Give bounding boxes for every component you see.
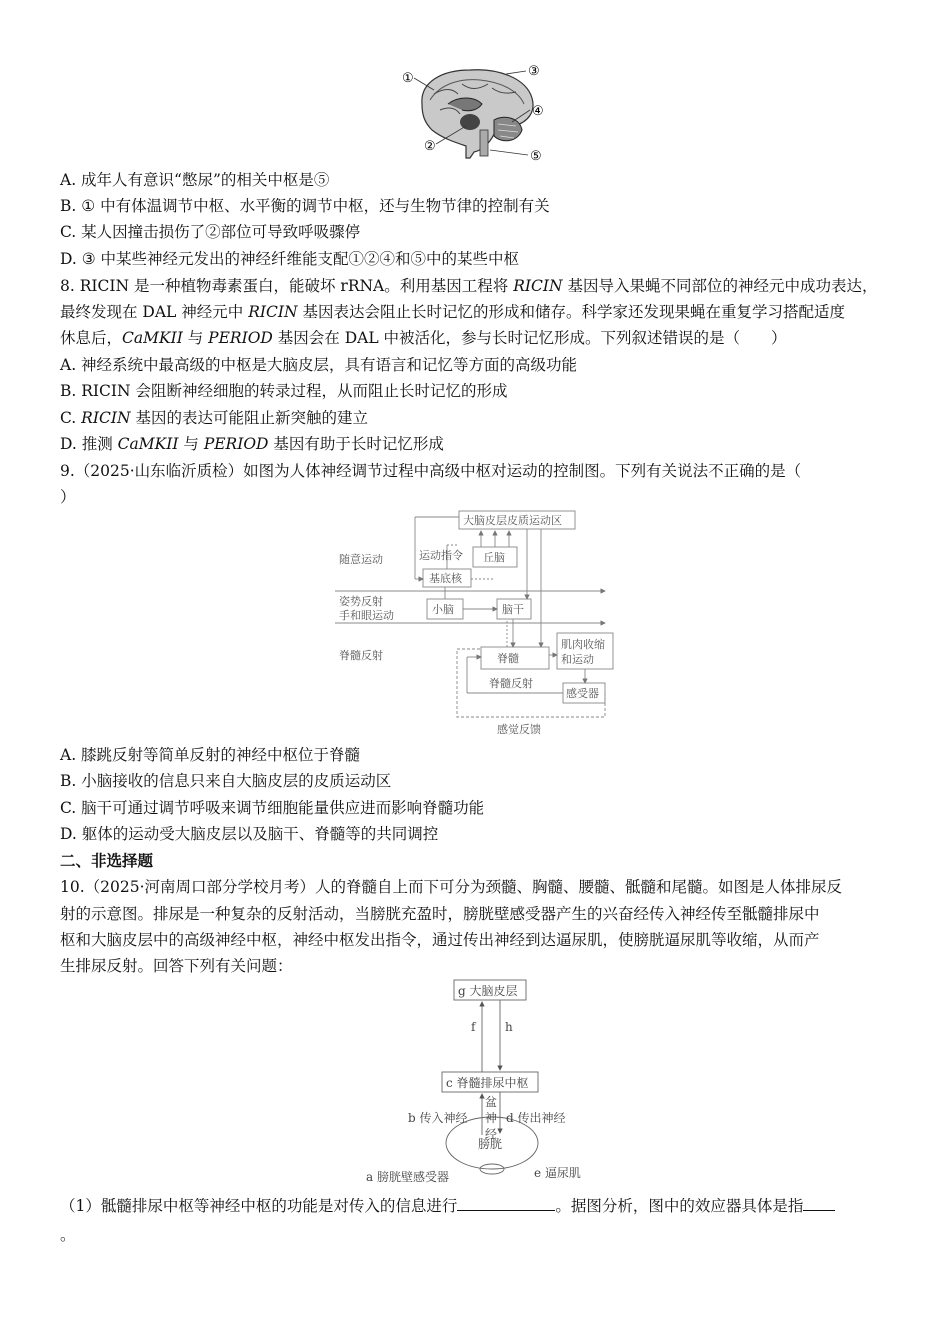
fig10-pelvic-1: 盆 bbox=[485, 1095, 498, 1109]
q9-option-a: A. 膝跳反射等简单反射的神经中枢位于脊髓 bbox=[60, 746, 361, 764]
brain-label-3: ③ bbox=[528, 64, 540, 79]
fig10-pelvic-2: 神 bbox=[485, 1111, 498, 1125]
q9-stem-line2: ） bbox=[60, 488, 76, 506]
section-heading: 二、非选择题 bbox=[60, 852, 154, 870]
fig9-spinal-reflex: 脊髓反射 bbox=[489, 677, 533, 690]
fig9-brainstem: 脑干 bbox=[502, 603, 524, 616]
q8-stem-line1: 8. RICIN 是一种植物毒素蛋白，能破坏 rRNA。利用基因工程将 RICIN 基因导入果蝇不同部位的神经元中成功表达， bbox=[60, 277, 878, 295]
q8-stem-line3: 休息后，CaMKII 与 PERIOD 基因会在 DAL 中被活化，参与长时记忆形成。下列叙述错误的是（ ） bbox=[60, 329, 787, 347]
q8-option-c: C. RICIN 基因的表达可能阻止新突触的建立 bbox=[60, 409, 368, 427]
q9-stem-line1: 9.（2025·山东临沂质检）如图为人体神经调节过程中高级中枢对运动的控制图。下列有关说法不正确的是（ bbox=[60, 462, 802, 480]
fig10-afferent: b 传入神经 bbox=[408, 1111, 468, 1125]
q10-sub1: （1）骶髓排尿中枢等神经中枢的功能是对传入的信息进行 。据图分析，图中的效应器具体是指 bbox=[60, 1193, 900, 1219]
q9-option-c: C. 脑干可通过调节呼吸来调节细胞能量供应进而影响脊髓功能 bbox=[60, 799, 485, 817]
fig10-cortex: g 大脑皮层 bbox=[458, 984, 518, 998]
fig9-row-hand-eye: 手和眼运动 bbox=[339, 609, 394, 622]
brain-label-4: ④ bbox=[532, 104, 544, 119]
fig9-motor-cmd: 运动指令 bbox=[419, 549, 463, 562]
q8-option-a: A. 神经系统中最高级的中枢是大脑皮层，具有语言和记忆等方面的高级功能 bbox=[60, 356, 578, 374]
fig10-f: f bbox=[471, 1020, 476, 1034]
fig10-receptor: a 膀胱壁感受器 bbox=[366, 1170, 449, 1184]
fig10-bladder: 膀胱 bbox=[478, 1137, 503, 1151]
fig9-receptor: 感受器 bbox=[566, 687, 599, 700]
fig9-muscle2: 和运动 bbox=[561, 653, 594, 666]
fig9-spinal: 脊髓 bbox=[497, 652, 519, 665]
q10-sub1-end: 。 bbox=[60, 1226, 76, 1244]
q9-option-b: B. 小脑接收的信息只来自大脑皮层的皮质运动区 bbox=[60, 772, 392, 790]
brain-label-1: ① bbox=[402, 71, 414, 86]
micturition-diagram bbox=[360, 975, 620, 1190]
q7-option-c: C. 某人因撞击损伤了②部位可导致呼吸骤停 bbox=[60, 223, 361, 241]
fig10-efferent: d 传出神经 bbox=[506, 1111, 566, 1125]
fig9-cortex: 大脑皮层皮质运动区 bbox=[463, 514, 562, 527]
fig9-row-spinal: 脊髓反射 bbox=[339, 649, 383, 662]
fig9-cerebellum: 小脑 bbox=[432, 603, 454, 616]
fig9-row-posture: 姿势反射 bbox=[339, 595, 383, 608]
answer-blank-2[interactable] bbox=[803, 1194, 835, 1211]
q10-stem-line1: 10.（2025·河南周口部分学校月考）人的脊髓自上而下可分为颈髓、胸髓、腰髓、骶髓和尾髓。如图是人体排尿反 bbox=[60, 878, 843, 896]
q7-option-b: B. ① 中有体温调节中枢、水平衡的调节中枢，还与生物节律的控制有关 bbox=[60, 197, 550, 215]
q7-option-a: A. 成年人有意识“憋尿”的相关中枢是⑤ bbox=[60, 171, 330, 189]
brain-label-2: ② bbox=[424, 139, 436, 154]
fig10-h: h bbox=[505, 1020, 513, 1034]
fig9-muscle1: 肌肉收缩 bbox=[561, 638, 605, 651]
q10-stem-line4: 生排尿反射。回答下列有关问题： bbox=[60, 957, 293, 975]
fig9-row-voluntary: 随意运动 bbox=[339, 553, 383, 566]
q8-stem-line2: 最终发现在 DAL 神经元中 RICIN 基因表达会阻止长时记忆的形成和储存。科学家还发现果蝇在重复学习搭配适度 bbox=[60, 303, 845, 321]
fig10-pelvic-3: 经 bbox=[485, 1127, 498, 1141]
brain-figure bbox=[400, 60, 550, 165]
answer-blank-1[interactable] bbox=[457, 1194, 555, 1211]
fig9-basal: 基底核 bbox=[429, 572, 462, 585]
brain-label-5: ⑤ bbox=[530, 149, 542, 164]
q9-option-d: D. 躯体的运动受大脑皮层以及脑干、脊髓等的共同调控 bbox=[60, 825, 439, 843]
q8-option-d: D. 推测 CaMKII 与 PERIOD 基因有助于长时记忆形成 bbox=[60, 435, 444, 453]
fig9-thalamus: 丘脑 bbox=[483, 551, 505, 564]
fig10-center: c 脊髓排尿中枢 bbox=[446, 1076, 529, 1090]
q7-option-d: D. ③ 中某些神经元发出的神经纤维能支配①②④和⑤中的某些中枢 bbox=[60, 250, 520, 268]
q8-option-b: B. RICIN 会阻断神经细胞的转录过程，从而阻止长时记忆的形成 bbox=[60, 382, 508, 400]
fig10-detrusor: e 逼尿肌 bbox=[534, 1166, 581, 1180]
fig9-feedback: 感觉反馈 bbox=[497, 723, 541, 736]
motor-control-diagram bbox=[335, 505, 620, 740]
q10-stem-line2: 射的示意图。排尿是一种复杂的反射活动，当膀胱充盈时，膀胱壁感受器产生的兴奋经传入神经传至骶髓排尿中 bbox=[60, 905, 820, 923]
q10-stem-line3: 枢和大脑皮层中的高级神经中枢，神经中枢发出指令，通过传出神经到达逼尿肌，使膀胱逼尿肌等收缩，从而产 bbox=[60, 931, 820, 949]
